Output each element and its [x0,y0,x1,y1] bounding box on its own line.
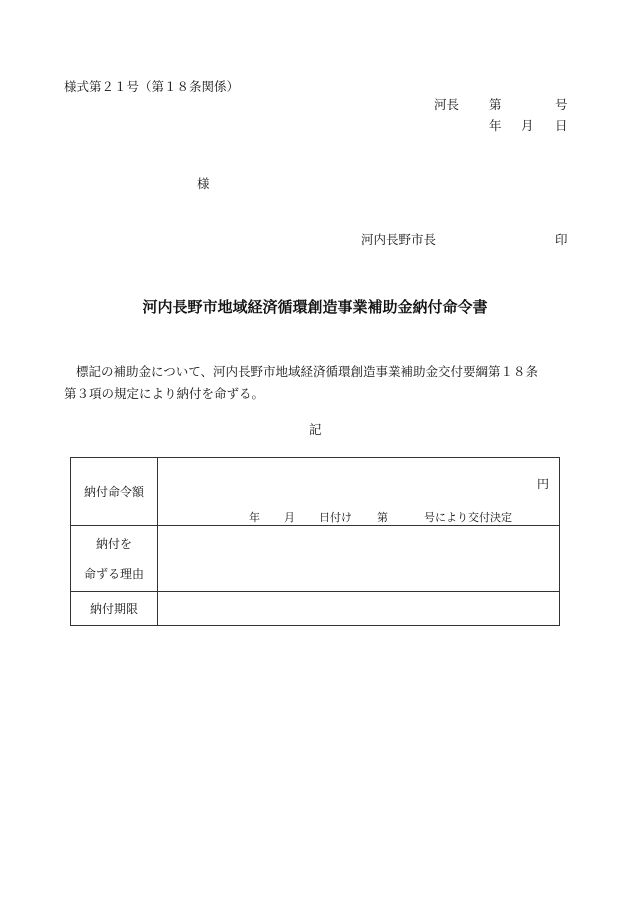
date-month: 月 [521,118,534,133]
body-line-1: 標記の補助金について、河内長野市地域経済循環創造事業補助金交付要綱第１８条 [76,364,539,379]
table-row [71,592,560,626]
decision-month: 月 [284,511,295,524]
deadline-cell [158,592,560,626]
label-reason-line-2: 命ずる理由 [83,566,144,581]
decision-dai: 第 [377,511,388,524]
label-payment-order-amount: 納付命令額 [71,458,158,526]
date-year: 年 [489,118,502,133]
doc-number-prefix: 河長 [434,97,460,112]
decision-dated: 日付け [319,511,352,524]
issuer-seal: 印 [555,232,568,247]
label-payment-deadline: 納付期限 [71,592,158,626]
table-row [71,458,560,526]
doc-number-dai: 第 [489,97,502,112]
form-number: 様式第２１号（第１８条関係） [64,79,240,94]
label-reason [71,526,158,592]
doc-number-go: 号 [555,97,568,112]
decision-tail: 号により交付決定 [424,511,512,524]
payment-order-table [70,457,560,626]
body-line-2: 第３項の規定により納付を命ずる。 [64,386,265,401]
table-row [71,526,560,592]
issuer-name: 河内長野市長 [361,232,437,247]
ki-marker: 記 [309,422,322,437]
addressee-sama: 様 [197,176,210,191]
amount-cell [158,458,560,526]
decision-year: 年 [249,511,260,524]
document-title: 河内長野市地域経済循環創造事業補助金納付命令書 [142,298,488,316]
label-reason-line-1: 納付を [95,536,132,551]
date-day: 日 [555,118,568,133]
yen-unit: 円 [536,477,549,491]
reason-cell [158,526,560,592]
